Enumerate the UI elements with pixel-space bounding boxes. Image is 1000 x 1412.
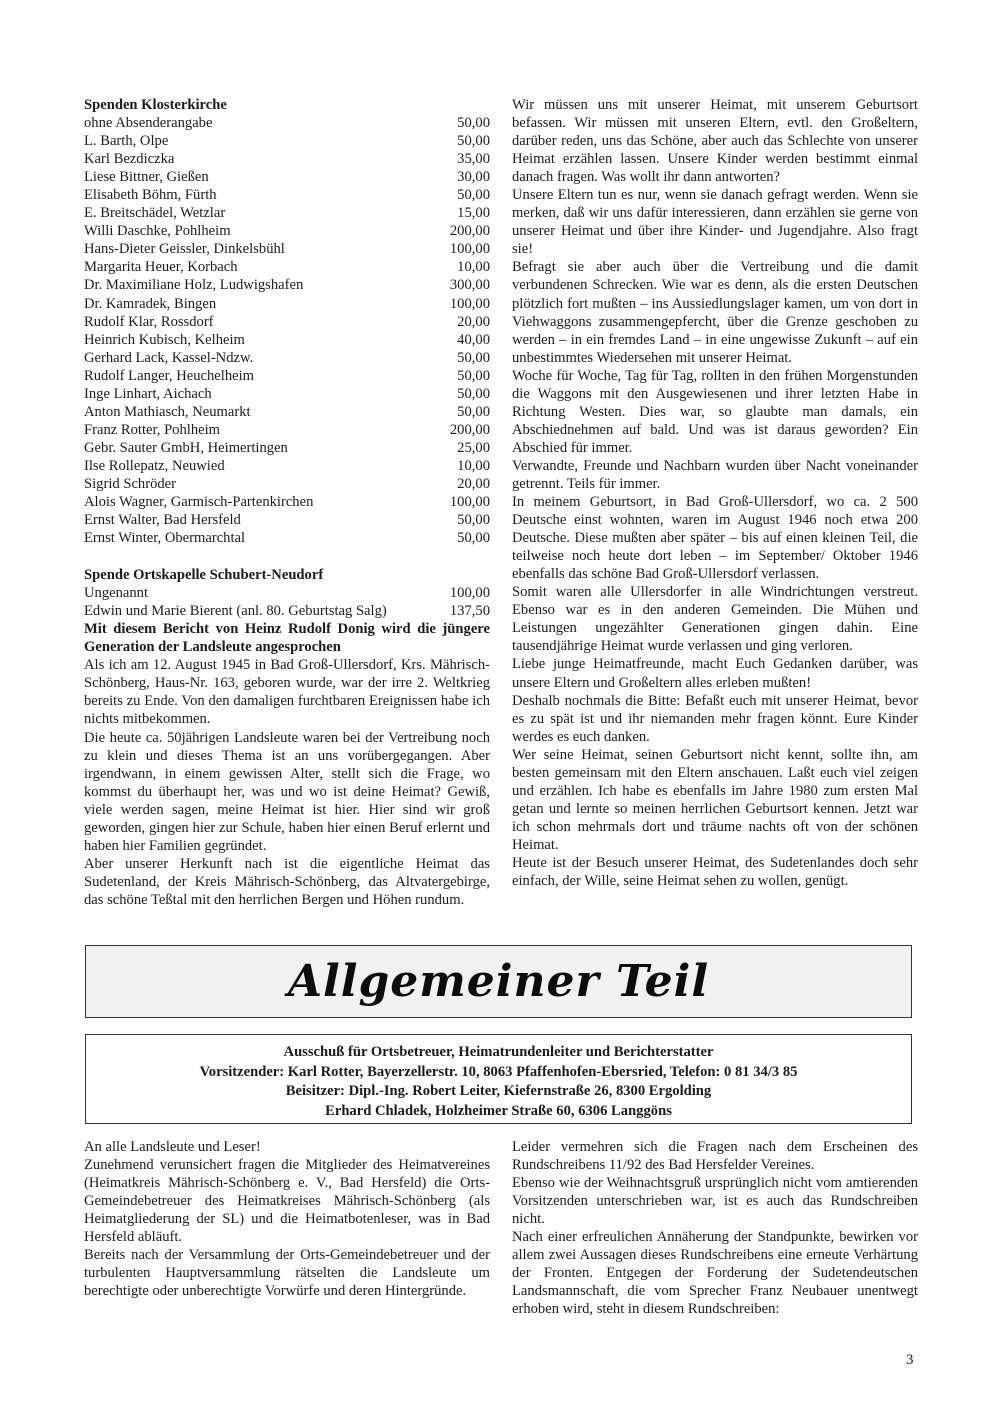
- donation-row: Gebr. Sauter GmbH, Heimertingen 25,00: [84, 439, 490, 456]
- letter-paragraph: An alle Landsleute und Leser!: [84, 1139, 261, 1155]
- section-banner: [85, 945, 912, 1018]
- donations-kapelle-list: [84, 584, 490, 620]
- right-column-bottom: [512, 1138, 918, 1318]
- article-paragraph: Wer seine Heimat, seinen Geburtsort nicht kennt, sollte ihn, am besten gemeinsam mit den Eltern anschauen. Laßt euch viel zeigen und erzählen. Ich habe es ebenfalls im Jahre 1980 zum ersten Mal getan und lernte so meinen herrlichen Geburtsort kennen. Jetzt war ich schon mehrmals dort und träume nachts oft von der schönen Heimat.: [512, 746, 918, 853]
- donation-row: Sigrid Schröder 20,00: [84, 475, 490, 492]
- donations-kloster-heading: Spenden Klosterkirche: [84, 97, 227, 113]
- donation-row: Rudolf Klar, Rossdorf 20,00: [84, 313, 490, 330]
- donation-row: Ernst Walter, Bad Hersfeld 50,00: [84, 512, 490, 529]
- donation-row: Rudolf Langer, Heuchelheim 50,00: [84, 367, 490, 384]
- article-paragraph: Liebe junge Heimatfreunde, macht Euch Gedanken darüber, was unsere Eltern und Großeltern alles erleben mußten!: [512, 656, 918, 691]
- letter-paragraph: Leider vermehren sich die Fragen nach dem Erscheinen des Rundschreibens 11/92 des Bad Hersfelder Vereines.: [512, 1139, 918, 1174]
- article-paragraph: Deshalb nochmals die Bitte: Befaßt euch mit unserer Heimat, bevor es zu spät ist und ihr niemanden mehr fragen könnt. Eure Kinder werdes es euch danken.: [512, 692, 918, 745]
- committee-member: Erhard Chladek, Holzheimer Straße 60, 6306 Langgöns: [325, 1102, 672, 1119]
- donation-row: Margarita Heuer, Korbach 10,00: [84, 259, 490, 276]
- right-column-top: [512, 96, 918, 890]
- article-paragraph: Wir müssen uns mit unserer Heimat, mit unserem Geburtsort befassen. Wir müssen mit unseren Eltern, evtl. den Großeltern, darüber reden, uns das Schöne, aber auch das Schlechte von unserer Heimat erzählen lassen. Unsere Kinder werden bestimmt einmal danach fragen. Was wollt ihr dann antworten?: [512, 97, 918, 186]
- donation-row: Anton Mathiasch, Neumarkt 50,00: [84, 403, 490, 420]
- donation-row: L. Barth, Olpe 50,00: [84, 133, 490, 150]
- donation-row: Hans-Dieter Geissler, Dinkelsbühl 100,00: [84, 241, 490, 258]
- article-paragraph: Heute ist der Besuch unserer Heimat, des Sudetenlandes doch sehr einfach, der Wille, seine Heimat sehen zu wollen, genügt.: [512, 854, 918, 890]
- donation-row: Willi Daschke, Pohlheim 200,00: [84, 223, 490, 240]
- donation-row: Gerhard Lack, Kassel-Ndzw. 50,00: [84, 349, 490, 366]
- page-number: 3: [906, 1352, 914, 1368]
- donation-row: Karl Bezdiczka 35,00: [84, 151, 490, 168]
- donation-row: Ernst Winter, Obermarchtal 50,00: [84, 530, 490, 547]
- article-paragraph: Befragt sie aber auch über die Vertreibung und die damit verbundenen Schrecken. Wie war es denn, als die ersten Deutschen plötzlich fort mußten – ins Aussiedlungslager kamen, um von dort in Viehwaggons zusammengepfercht, über die Grenze geschoben zu werden – in ein fremdes Land – in eine ungewisse Zukunft – auf ein unbestimmtes Wiedersehen mit unserer Heimat.: [512, 259, 918, 366]
- donation-row: Dr. Maximiliane Holz, Ludwigshafen 300,00: [84, 277, 490, 294]
- article-paragraph: Aber unserer Herkunft nach ist die eigentliche Heimat das Sudetenland, der Kreis Mährisch-Schönberg, das Altvatergebirge, das schöne Teßtal mit den herrlichen Bergen und Höhen rundum.: [84, 855, 490, 908]
- left-column-bottom: [84, 1138, 490, 1300]
- donation-row: Elisabeth Böhm, Fürth 50,00: [84, 187, 490, 204]
- letter-paragraph: Bereits nach der Versammlung der Orts-Gemeindebetreuer und der turbulenten Hauptversammlung rätselten die Landsleute um berechtigte oder unberechtigte Vorwürfe und deren Hintergründe.: [84, 1247, 490, 1300]
- committee-chair: Vorsitzender: Karl Rotter, Bayerzellerstr. 10, 8063 Pfaffenhofen-Ebersried, Telefon: 0 81 34/3 85: [199, 1063, 798, 1080]
- donation-row: Alois Wagner, Garmisch-Partenkirchen 100,00: [84, 494, 490, 511]
- letter-paragraph: Ebenso wie der Weihnachtsgruß ursprünglich nicht vom amtierenden Vorsitzenden unterschrieben war, ist es auch das Rundschreiben nicht.: [512, 1175, 918, 1228]
- donation-row: Dr. Kamradek, Bingen 100,00: [84, 295, 490, 312]
- donation-row: E. Breitschädel, Wetzlar 15,00: [84, 205, 490, 222]
- donations-kloster-list: [84, 114, 490, 547]
- article-paragraph: Als ich am 12. August 1945 in Bad Groß-Ullersdorf, Krs. Mährisch-Schönberg, Haus-Nr. 163, geboren wurde, war der irre 2. Weltkrieg bereits zu Ende. Von den damaligen furchtbaren Ereignissen habe ich nichts mitbekommen.: [84, 657, 490, 728]
- donation-row: Edwin und Marie Bierent (anl. 80. Geburtstag Salg) 137,50: [84, 603, 490, 620]
- committee-title: Ausschuß für Ortsbetreuer, Heimatrundenleiter und Berichterstatter: [283, 1044, 714, 1060]
- article-paragraph: In meinem Geburtsort, in Bad Groß-Ullersdorf, wo ca. 2 500 Deutsche einst wohnten, waren im August 1946 noch etwa 200 Deutsche. Diese mußten aber später – bis auf einen kleinen Teil, die teilweise noch heute dort leben – im September/ Oktober 1946 ebenfalls das schöne Bad Groß-Ullersdorf verlassen.: [512, 494, 918, 583]
- donation-row: Ilse Rollepatz, Neuwied 10,00: [84, 457, 490, 474]
- article-paragraph: Unsere Eltern tun es nur, wenn sie danach gefragt werden. Wenn sie merken, daß wir uns dafür interessieren, dann erzählen sie gerne von unserer Heimat und über ihre Kinder- und Jugendjahre. Also fragt sie!: [512, 187, 918, 258]
- article-paragraph: Somit waren alle Ullersdorfer in alle Windrichtungen verstreut. Ebenso war es in den anderen Gemeinden. Die Mühen und Leistungen ungezählter Generationen gingen dahin. Eine tausendjährige Heimat wurde verlassen und ging verloren.: [512, 584, 918, 655]
- donation-row: Franz Rotter, Pohlheim 200,00: [84, 421, 490, 438]
- donation-row: Inge Linhart, Aichach 50,00: [84, 385, 490, 402]
- donation-row: Ungenannt 100,00: [84, 585, 490, 602]
- article-paragraph: Verwandte, Freunde und Nachbarn wurden über Nacht voneinander getrennt. Teils für immer.: [512, 457, 918, 492]
- article-heading: Mit diesem Bericht von Heinz Rudolf Donig wird die jüngere Generation der Landsleute angesprochen: [84, 621, 490, 656]
- donation-row: Liese Bittner, Gießen 30,00: [84, 169, 490, 186]
- section-title: Allgemeiner Teil: [287, 956, 710, 1007]
- article-paragraph: Die heute ca. 50jährigen Landsleute waren bei der Vertreibung noch zu klein und dieses Thema ist an uns vorübergegangen. Aber irgendwann, in einem gewissen Alter, stellt sich die Frage, wo kommst du überhaupt her, was und wo ist deine Heimat? Gewiß, viele werden sagen, meine Heimat ist hier. Hier sind wir groß geworden, gingen hier zur Schule, haben hier einen Beruf erlernt und haben hier Familien gegründet.: [84, 729, 490, 854]
- article-paragraph: Woche für Woche, Tag für Tag, rollten in den frühen Morgenstunden die Waggons mit den Ausgewiesenen und ihrer letzten Habe in Richtung Westen. Dies war, so glaubte man damals, ein Abschiednehmen auf bald. Und was ist daraus geworden? Ein Abschied für immer.: [512, 367, 918, 456]
- committee-member: Beisitzer: Dipl.-Ing. Robert Leiter, Kiefernstraße 26, 8300 Ergolding: [285, 1083, 712, 1099]
- letter-paragraph: Zunehmend verunsichert fragen die Mitglieder des Heimatvereines (Heimatkreis Mährisch-Schönberg e. V., Bad Hersfeld) die Orts-Gemeindebetreuer des Heimatkreises Mährisch-Schönberg (als Heimatgliederung der SL) und die Heimatbotenleser, was in Bad Hersfeld abläuft.: [84, 1157, 490, 1246]
- letter-paragraph: Nach einer erfreulichen Annäherung der Standpunkte, bewirken vor allem zwei Aussagen dieses Rundschreibens eine erneute Verhärtung der Fronten. Entgegen der Forderung der Sudetendeutschen Landsmannschaft, die vom Sprecher Franz Neubauer unentwegt erhoben wird, steht in diesem Rundschreiben:: [512, 1229, 918, 1318]
- committee-box: [85, 1034, 912, 1124]
- donation-row: Heinrich Kubisch, Kelheim 40,00: [84, 331, 490, 348]
- donation-row: ohne Absenderangabe 50,00: [84, 115, 490, 132]
- left-column-top: [84, 96, 490, 909]
- donations-kapelle-heading: Spende Ortskapelle Schubert-Neudorf: [84, 567, 324, 584]
